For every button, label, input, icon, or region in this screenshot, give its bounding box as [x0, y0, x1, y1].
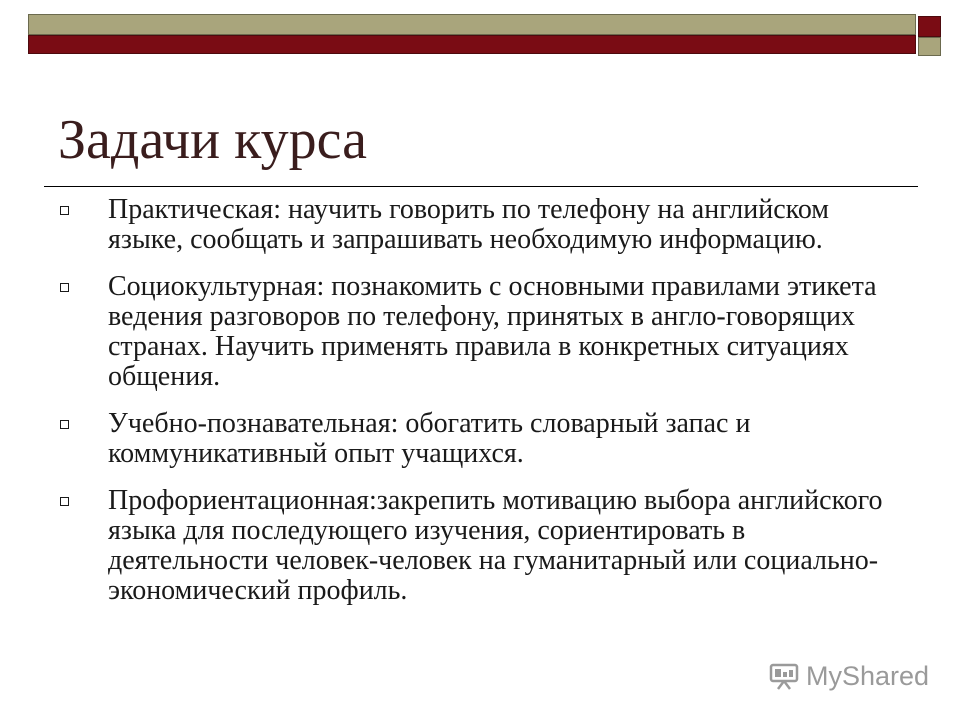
watermark	[768, 660, 929, 692]
bullet-text: Практическая: научить говорить по телефону на английском языке, сообщать и запрашивать необходимую информацию.	[108, 194, 830, 255]
square-bullet-icon	[60, 497, 69, 506]
bullet-text: Социокультурная: познакомить с основными правилами этикета ведения разговоров по телефону, принятых в англо-говорящих странах. Научить применять правила в конкретных ситуациях общения.	[108, 271, 877, 392]
watermark-text: MyShared	[806, 660, 930, 691]
bullet-item	[60, 272, 900, 392]
bullet-item	[60, 486, 900, 606]
slide-title: Задачи курса	[58, 109, 367, 171]
header-decoration	[28, 14, 916, 54]
bullet-item	[60, 409, 900, 469]
presentation-board-icon	[768, 661, 800, 691]
square-bullet-icon	[60, 283, 69, 292]
header-bar-olive	[28, 14, 916, 35]
bullet-text: Профориентационная:закрепить мотивацию выбора английского языка для последующего изучения, сориентировать в деятельности человек-человек на гуманитарный или социально-экономический профиль.	[108, 485, 883, 606]
bullet-list	[60, 195, 900, 623]
bullet-item	[60, 195, 900, 255]
square-bullet-icon	[60, 206, 69, 215]
title-divider	[44, 186, 918, 187]
header-bar-maroon	[28, 35, 916, 54]
bullet-text: Учебно-познавательная: обогатить словарный запас и коммуникативный опыт учащихся.	[108, 408, 751, 469]
corner-square-maroon	[918, 16, 941, 37]
corner-square-olive	[918, 37, 941, 56]
square-bullet-icon	[60, 420, 69, 429]
